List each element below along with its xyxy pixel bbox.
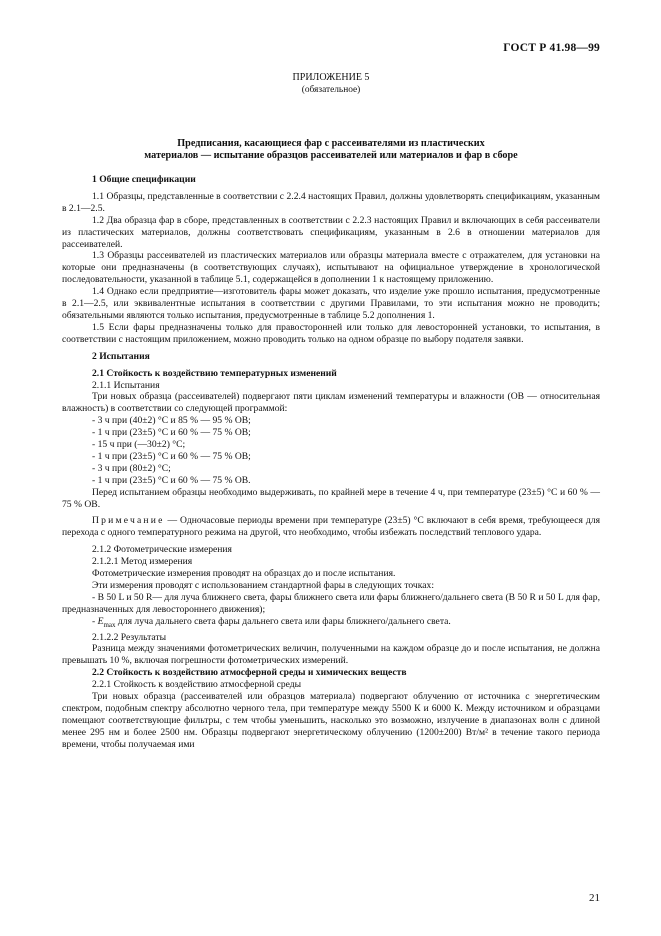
paragraph-1-4: 1.4 Однако если предприятие—изготовитель фары может доказать, что изделие уже прошло испытания, предусмотренные в 2.1—2.5, или эквивалентные испытания в соответствии с другими Правилами, то эти испытания можно не проводить; обязательными являются только испытания, предусмотренные в таблице 5.2 дополнения 1. (62, 286, 600, 321)
note (62, 515, 600, 539)
paragraph-1-1: 1.1 Образцы, представленные в соответствии с 2.2.4 настоящих Правил, должны удовлетворять спецификациям, указанным в 2.1—2.5. (62, 190, 600, 214)
subsection-2-1-heading: 2.1 Стойкость к воздействию температурных изменений (92, 367, 337, 379)
paragraph-2-1-2-1-b: Эти измерения проводят с использованием стандартной фары в следующих точках: (92, 580, 434, 591)
appendix-heading (62, 72, 600, 96)
clause-2-1-2-heading: 2.1.2 Фотометрические измерения (92, 544, 232, 556)
document-header: ГОСТ Р 41.98—99 (503, 42, 600, 54)
paragraph-2-1-2-1-c: - В 50 L и 50 R— для луча ближнего света, фары ближнего света или фары ближнего/дальнего света (В 50 R и 50 L для фар, предназначенных для левостороннего движения); (62, 591, 600, 615)
emax-prefix: - (92, 615, 98, 627)
page-number: 21 (589, 892, 600, 904)
paragraph-1-3: 1.3 Образцы рассеивателей из пластических материалов или образцы материала вместе с отражателем, для установки на которые они предназначены (в соответствующих случаях), испытывают на официальное утверждение в хронологической последовательности, указанной в таблице 5.1, содержащейся в дополнении 1 к настоящему приложению. (62, 250, 600, 286)
appendix-label: ПРИЛОЖЕНИЕ 5 (292, 72, 370, 83)
cycle-item: - 3 ч при (80±2) °С; (92, 462, 171, 474)
cycle-item: - 3 ч при (40±2) °С и 85 % — 95 % ОВ; (92, 415, 251, 427)
paragraph-2-2-1: Три новых образца (рассеивателей или образцов материала) подвергают облучению от источника с энергетическим спектром, подобным спектру абсолютно черного тела, при температуре между 5500 К и 6000 К. Между источником и образцами помещают соответствующие фильтры, с тем чтобы уменьшить, насколько это возможно, излучение в диапазонах волн с длиной менее 295 нм и более 2500 нм. Образцы подвергают энергетическому облучению (1200±200) Вт/м² в течение такого периода времени, чтобы получаемая ими (62, 691, 600, 750)
emax-symbol: E (97, 615, 104, 627)
document-title (62, 138, 600, 163)
subsection-2-2-heading: 2.2 Стойкость к воздействию атмосферной среды и химических веществ (92, 667, 407, 679)
clause-2-1-2-2-heading: 2.1.2.2 Результаты (92, 631, 167, 643)
note-text: — Одночасовые периоды времени при температуре (23±5) °С включают в себя время, требующееся для перехода с одного температурного режима на другой, что необходимо, чтобы избежать последствий теплового удара. (62, 515, 600, 539)
paragraph-2-1-2-1-a: Фотометрические измерения проводят на образцах до и после испытания. (92, 568, 396, 580)
document-body (62, 174, 600, 751)
paragraph-before-test: Перед испытанием образцы необходимо выдерживать, по крайней мере в течение 4 ч, при температуре (23±5) °С и 60 % — 75 % ОВ. (62, 486, 600, 510)
paragraph-2-1-1: Три новых образца (рассеивателей) подвергают пяти циклам изменений температуры и влажности (ОВ — относительная влажность) в соответствии со следующей программой: (62, 391, 600, 415)
cycle-item: - 1 ч при (23±5) °С и 60 % — 75 % ОВ; (92, 450, 251, 462)
clause-2-1-2-1-heading: 2.1.2.1 Метод измерения (92, 556, 193, 568)
document-page (62, 0, 600, 936)
clause-2-1-1-heading: 2.1.1 Испытания (92, 379, 160, 391)
note-label: Примечание (92, 515, 165, 527)
section-2-heading: 2 Испытания (92, 350, 150, 362)
paragraph-2-1-2-1-d (62, 616, 600, 632)
paragraph-1-2: 1.2 Два образца фар в сборе, представленных в соответствии с 2.2.3 настоящих Правил и включающих в себя рассеиватели из пластических материалов, должны соответствовать спецификациям, указанным в 2.6 в отношении материалов для рассеивателей. (62, 214, 600, 250)
emax-text: для луча дальнего света фары дальнего света или фары ближнего/дальнего света. (115, 615, 451, 627)
emax-subscript: max (103, 620, 116, 629)
clause-2-2-1-heading: 2.2.1 Стойкость к воздействию атмосферной среды (92, 679, 302, 691)
cycle-item: - 1 ч при (23±5) °С и 60 % — 75 % ОВ. (92, 474, 251, 486)
appendix-status: (обязательное) (301, 85, 361, 95)
paragraph-2-1-2-2: Разница между значениями фотометрических величин, полученными на каждом образце до и после испытания, не должна превышать 10 %, включая погрешности фотометрических измерений. (62, 643, 600, 667)
title-line-2: материалов — испытание образцов рассеивателей или материалов и фар в сборе (144, 150, 518, 162)
paragraph-1-5: 1.5 Если фары предназначены только для правосторонней или только для левосторонней установки, то испытания, в соответствии с настоящим приложением, можно проводить только на одном образце по выбору подателя заявки. (62, 321, 600, 345)
cycle-item: - 1 ч при (23±5) °С и 60 % — 75 % ОВ; (92, 427, 251, 439)
section-1-heading: 1 Общие спецификации (92, 174, 196, 185)
title-line-1: Предписания, касающиеся фар с рассеивателями из пластических (177, 138, 485, 149)
cycle-item: - 15 ч при (—30±2) °С; (92, 439, 186, 451)
